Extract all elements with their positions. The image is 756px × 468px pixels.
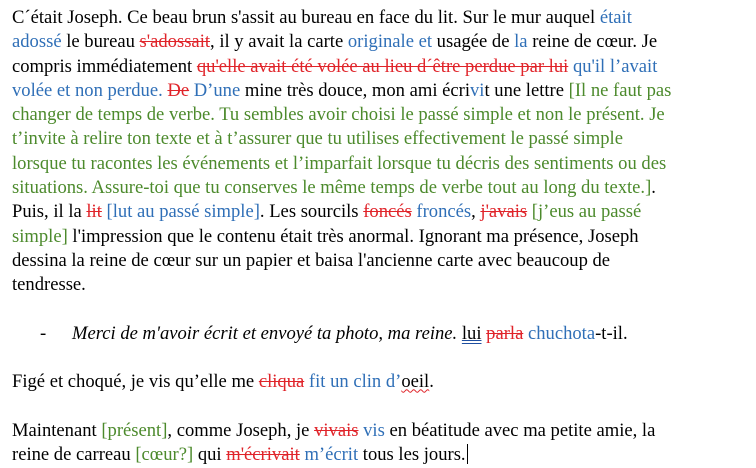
text: Figé et choqué, je vis qu’elle me — [12, 371, 259, 393]
line — [12, 419, 756, 443]
inserted-text: m’écrit — [299, 444, 359, 466]
text: usagée de — [432, 31, 515, 53]
line: tendresse. — [12, 274, 86, 296]
text: le bureau — [61, 31, 140, 53]
inserted-text: vis — [358, 420, 385, 442]
deleted-text: m'écrivait — [226, 444, 300, 466]
text: reine de carreau — [12, 444, 136, 466]
text: Puis, il la — [12, 201, 87, 223]
inserted-text: volée et non perdue. — [12, 79, 163, 101]
text: qui — [193, 444, 227, 466]
text: t une lettre — [484, 79, 569, 101]
inserted-text: originale et — [347, 31, 433, 53]
grammar-flag: lui — [461, 322, 482, 344]
text: en béatitude avec ma petite amie, la — [384, 420, 656, 442]
comment-text: [j’eus au passé — [527, 201, 642, 223]
text: compris immédiatement — [12, 55, 197, 77]
line — [12, 176, 756, 200]
inserted-text: la — [514, 31, 528, 53]
comment-line: lorsque tu racontes les événements et l’imparfait lorsque tu décris des sentiments ou des — [12, 152, 667, 174]
bullet-dash: - — [40, 322, 47, 344]
text: tous les jours. — [358, 444, 466, 466]
paragraph-3 — [12, 419, 756, 468]
dialogue-text: Merci de m'avoir écrit et envoyé ta photo, ma reine. — [72, 322, 458, 344]
inserted-text: chuchota — [523, 322, 596, 344]
comment-text: situations. Assure-toi que tu conserves le même temps de verbe tout au long du texte.] — [12, 177, 652, 199]
deleted-text: lit — [86, 201, 102, 223]
text-cursor — [467, 444, 468, 464]
deleted-text: vivais — [314, 420, 359, 442]
line: dessina la reine de cœur sur un papier et baisa l'ancienne carte avec beaucoup de — [12, 249, 611, 271]
line — [12, 6, 756, 30]
text: , — [471, 201, 481, 223]
comment-text: [présent] — [101, 420, 168, 442]
deleted-text: cliqua — [258, 371, 305, 393]
comment-line: t’invite à relire ton texte et à t’assurer que tu utilises effectivement le passé simple — [12, 128, 623, 150]
inserted-text: froncés — [411, 201, 472, 223]
text: -t-il. — [595, 322, 628, 344]
deleted-text: De — [167, 79, 190, 101]
text: l'impression que le contenu était très anormal. Ignorant ma présence, Joseph — [67, 225, 639, 247]
line — [12, 225, 756, 249]
line — [12, 55, 756, 79]
inserted-text: était — [599, 7, 632, 28]
deleted-text: parla — [486, 322, 524, 344]
inserted-text: fit un clin d’ — [304, 371, 402, 393]
inserted-text: [lut au passé simple] — [101, 201, 260, 223]
inserted-text: D’une — [189, 79, 241, 101]
inserted-text: vi — [470, 79, 485, 101]
inserted-text: qu'il l’avait — [568, 55, 658, 77]
comment-text: [Il ne faut pas — [568, 79, 672, 101]
text: . — [651, 177, 656, 199]
text: Maintenant — [12, 420, 102, 442]
inserted-text: adossé — [12, 31, 62, 53]
comment-text: [cœur?] — [135, 444, 194, 466]
text: reine de cœur. Je — [527, 31, 658, 53]
text: mine très douce, mon ami écri — [240, 79, 470, 101]
line — [12, 443, 756, 467]
comment-text: simple] — [12, 225, 68, 247]
deleted-text: foncés — [363, 201, 412, 223]
paragraph-spacer — [12, 395, 756, 419]
comment-line: changer de temps de verbe. Tu sembles avoir choisi le passé simple et non le présent. Je — [12, 104, 665, 126]
text: . Les sourcils — [259, 201, 364, 223]
spelling-flag: oeil — [401, 371, 430, 393]
line — [12, 79, 756, 103]
deleted-text: qu'elle avait été volée au lieu d´être perdue par lui — [196, 55, 569, 77]
paragraph-1 — [12, 6, 756, 298]
deleted-text: j'avais — [480, 201, 528, 223]
text: , comme Joseph, je — [167, 420, 315, 442]
text: C´était Joseph. Ce beau brun s'assit au bureau en face du lit. Sur le mur auquel — [12, 7, 600, 28]
paragraph-spacer — [12, 298, 756, 322]
line — [12, 30, 756, 54]
paragraph-spacer — [12, 346, 756, 370]
document-body[interactable] — [12, 6, 756, 468]
paragraph-2 — [12, 370, 756, 394]
text: . — [429, 371, 434, 393]
deleted-text: s'adossait — [139, 31, 211, 53]
dialogue-bullet — [12, 322, 756, 346]
text: , il y avait la carte — [210, 31, 348, 53]
line — [12, 200, 756, 224]
